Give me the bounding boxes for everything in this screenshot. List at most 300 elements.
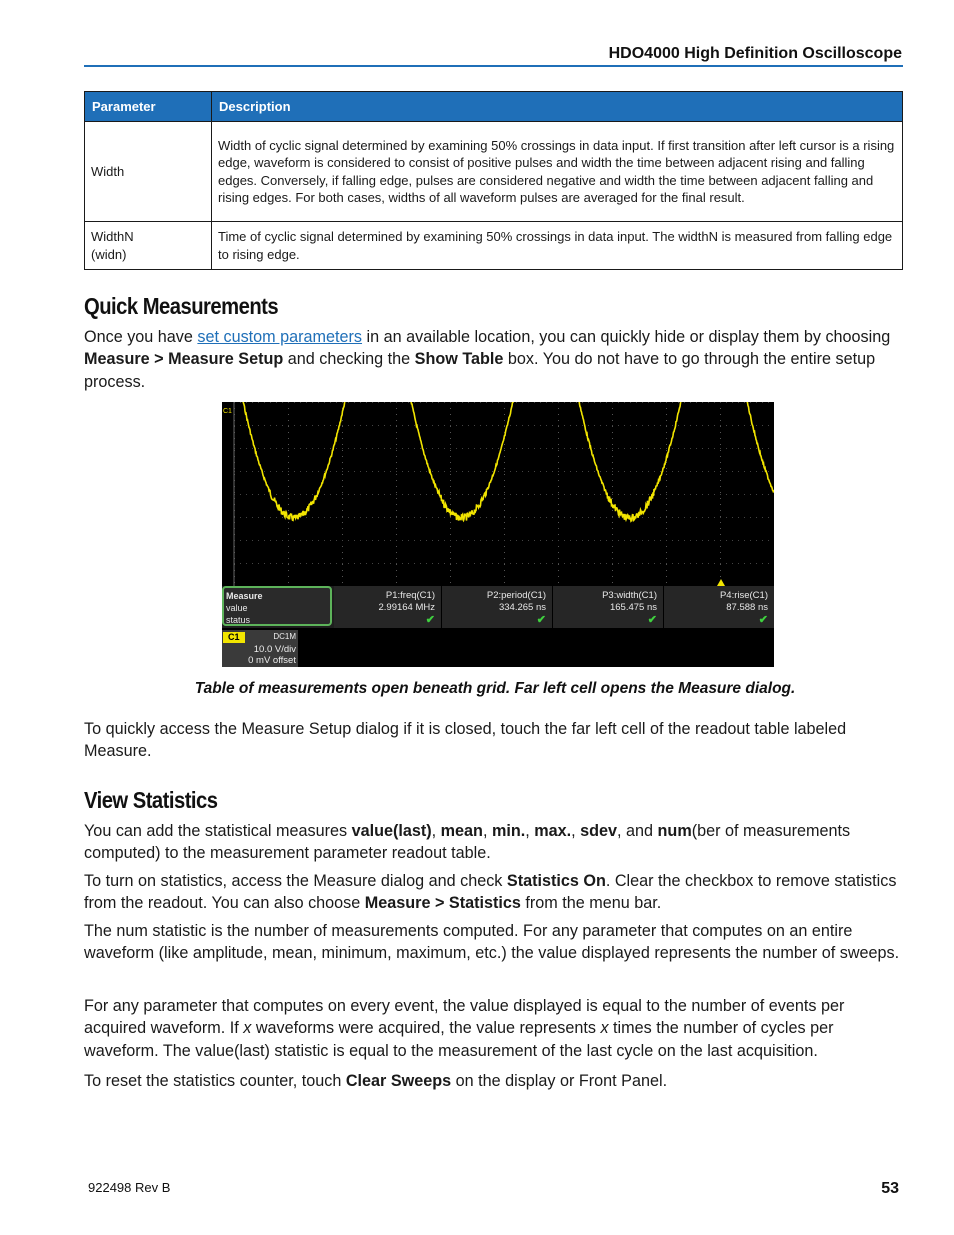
grid-dot xyxy=(744,540,745,541)
grid-dot xyxy=(528,563,529,564)
grid-dot xyxy=(720,510,721,511)
grid-dot xyxy=(582,540,583,541)
measurement-cell-p4[interactable] xyxy=(664,586,774,628)
grid-dot xyxy=(288,552,289,553)
grid-dot xyxy=(288,522,289,523)
grid-dot xyxy=(558,534,559,535)
measure-cell[interactable] xyxy=(222,586,332,626)
stats-paragraph-1: You can add the statistical measures value(last), mean, min., max., sdev, and num(ber of measurements computed) to the measurement parameter readout table. xyxy=(84,822,851,863)
grid-dot xyxy=(318,471,319,472)
grid-dot xyxy=(336,471,337,472)
grid-dot xyxy=(348,425,349,426)
grid-dot xyxy=(618,425,619,426)
grid-dot xyxy=(564,563,565,564)
grid-dot xyxy=(666,498,667,499)
grid-dot xyxy=(738,448,739,449)
grid-dot xyxy=(384,563,385,564)
grid-dot xyxy=(612,522,613,523)
grid-dot xyxy=(264,402,265,403)
grid-dot xyxy=(312,540,313,541)
grid-dot xyxy=(570,425,571,426)
parameter-name: WidthN xyxy=(91,229,134,244)
grid-dot xyxy=(468,402,469,403)
grid-dot xyxy=(342,546,343,547)
grid-dot xyxy=(606,540,607,541)
grid-dot xyxy=(504,570,505,571)
grid-dot xyxy=(720,552,721,553)
grid-dot xyxy=(594,563,595,564)
grid-dot xyxy=(660,494,661,495)
grid-dot xyxy=(396,426,397,427)
measurement-cell-p1[interactable] xyxy=(334,586,442,628)
grid-dot xyxy=(396,448,397,449)
description-cell: Width of cyclic signal determined by examining 50% crossings in data input. If first transition after left cursor is a rising edge, waveform is considered to consist of positive pulses and width the time between adjacent rising and falling edges. Conversely, if falling edge, pulses are considered negative and width the time between adjacent falling and rising edges. For both cases, widths of all waveform pulses are averaged for the final result. xyxy=(212,122,903,222)
grid-dot xyxy=(528,540,529,541)
grid-dot xyxy=(306,471,307,472)
grid-dot xyxy=(642,448,643,449)
grid-dot xyxy=(342,425,343,426)
grid-dot xyxy=(294,425,295,426)
grid-dot xyxy=(648,402,649,403)
grid-dot xyxy=(480,540,481,541)
grid-dot xyxy=(738,563,739,564)
cell-value: 2.99164 MHz xyxy=(378,602,435,613)
grid-dot xyxy=(312,471,313,472)
grid-dot xyxy=(450,486,451,487)
grid-dot xyxy=(726,425,727,426)
grid-dot xyxy=(534,517,535,518)
grid-dot xyxy=(552,540,553,541)
grid-dot xyxy=(516,563,517,564)
grid-dot xyxy=(414,563,415,564)
grid-dot xyxy=(474,540,475,541)
grid-dot xyxy=(642,494,643,495)
grid-dot xyxy=(714,402,715,403)
grid-dot xyxy=(552,517,553,518)
grid-dot xyxy=(354,517,355,518)
grid-dot xyxy=(648,471,649,472)
grid-dot xyxy=(612,425,613,426)
grid-dot xyxy=(624,563,625,564)
grid-dot xyxy=(450,498,451,499)
grid-dot xyxy=(318,448,319,449)
grid-dot xyxy=(258,494,259,495)
grid-dot xyxy=(558,563,559,564)
grid-dot xyxy=(612,448,613,449)
grid-dot xyxy=(366,402,367,403)
grid-dot xyxy=(438,425,439,426)
grid-dot xyxy=(690,425,691,426)
grid-dot xyxy=(612,480,613,481)
grid-dot xyxy=(276,402,277,403)
grid-dot xyxy=(264,540,265,541)
grid-dot xyxy=(288,498,289,499)
grid-dot xyxy=(648,540,649,541)
grid-dot xyxy=(264,494,265,495)
grid-dot xyxy=(624,471,625,472)
grid-dot xyxy=(618,563,619,564)
grid-dot xyxy=(684,494,685,495)
grid-dot xyxy=(414,448,415,449)
grid-dot xyxy=(720,558,721,559)
grid-dot xyxy=(618,471,619,472)
grid-dot xyxy=(450,448,451,449)
grid-dot xyxy=(720,438,721,439)
grid-dot xyxy=(534,540,535,541)
grid-dot xyxy=(744,471,745,472)
grid-dot xyxy=(582,471,583,472)
grid-dot xyxy=(648,494,649,495)
grid-dot xyxy=(258,471,259,472)
grid-dot xyxy=(588,540,589,541)
grid-dot xyxy=(504,528,505,529)
grid-dot xyxy=(450,468,451,469)
grid-dot xyxy=(246,425,247,426)
grid-dot xyxy=(624,425,625,426)
grid-dot xyxy=(462,448,463,449)
grid-dot xyxy=(282,471,283,472)
grid-dot xyxy=(720,494,721,495)
grid-dot xyxy=(288,546,289,547)
grid-dot xyxy=(498,425,499,426)
grid-dot xyxy=(558,444,559,445)
grid-dot xyxy=(510,425,511,426)
grid-dot xyxy=(666,450,667,451)
grid-dot xyxy=(336,448,337,449)
grid-dot xyxy=(594,402,595,403)
grid-dot xyxy=(486,471,487,472)
column-header-parameter: Parameter xyxy=(85,92,212,122)
grid-dot xyxy=(552,425,553,426)
grid-dot xyxy=(240,425,241,426)
grid-dot xyxy=(288,425,289,426)
grid-dot xyxy=(288,456,289,457)
grid-dot xyxy=(756,517,757,518)
grid-dot xyxy=(486,448,487,449)
grid-dot xyxy=(402,563,403,564)
grid-dot xyxy=(288,426,289,427)
grid-dot xyxy=(450,570,451,571)
grid-dot xyxy=(522,517,523,518)
grid-dot xyxy=(456,471,457,472)
grid-dot xyxy=(342,494,343,495)
grid-dot xyxy=(696,471,697,472)
grid-dot xyxy=(720,471,721,472)
grid-dot xyxy=(426,425,427,426)
grid-dot xyxy=(540,471,541,472)
grid-dot xyxy=(684,425,685,426)
grid-dot xyxy=(660,471,661,472)
grid-dot xyxy=(642,563,643,564)
grid-dot xyxy=(396,498,397,499)
grid-dot xyxy=(612,462,613,463)
grid-dot xyxy=(516,402,517,403)
grid-dot xyxy=(294,563,295,564)
grid-dot xyxy=(504,517,505,518)
grid-dot xyxy=(396,540,397,541)
channel-descriptor-box[interactable] xyxy=(222,630,298,667)
grid-dot xyxy=(450,558,451,559)
grid-dot xyxy=(444,517,445,518)
grid-dot xyxy=(570,471,571,472)
grid-dot xyxy=(660,517,661,518)
grid-dot xyxy=(588,563,589,564)
grid-dot xyxy=(492,563,493,564)
grid-dot xyxy=(558,456,559,457)
grid-dot xyxy=(342,564,343,565)
grid-dot xyxy=(306,425,307,426)
grid-dot xyxy=(330,402,331,403)
grid-dot xyxy=(666,494,667,495)
header-rule xyxy=(84,65,903,67)
grid-dot xyxy=(468,540,469,541)
grid-dot xyxy=(252,540,253,541)
grid-dot xyxy=(690,540,691,541)
grid-dot xyxy=(474,517,475,518)
grid-dot xyxy=(564,471,565,472)
grid-dot xyxy=(312,517,313,518)
grid-dot xyxy=(720,480,721,481)
grid-dot xyxy=(354,540,355,541)
grid-dot xyxy=(360,517,361,518)
grid-dot xyxy=(276,517,277,518)
grid-dot xyxy=(408,494,409,495)
grid-dot xyxy=(504,510,505,511)
grid-dot xyxy=(492,517,493,518)
grid-dot xyxy=(504,582,505,583)
grid-dot xyxy=(396,504,397,505)
grid-dot xyxy=(372,448,373,449)
grid-dot xyxy=(396,486,397,487)
grid-dot xyxy=(336,563,337,564)
grid-dot xyxy=(732,471,733,472)
grid-dot xyxy=(342,582,343,583)
grid-dot xyxy=(672,517,673,518)
grid-dot xyxy=(504,414,505,415)
channel-tag: C1 xyxy=(223,632,245,643)
grid-dot xyxy=(714,517,715,518)
grid-dot xyxy=(288,582,289,583)
cell-header: P1:freq(C1) xyxy=(385,590,435,601)
grid-dot xyxy=(612,414,613,415)
grid-dot xyxy=(510,540,511,541)
grid-dot xyxy=(456,425,457,426)
grid-dot xyxy=(630,471,631,472)
grid-dot xyxy=(336,494,337,495)
grid-dot xyxy=(504,456,505,457)
grid-dot xyxy=(408,448,409,449)
grid-dot xyxy=(324,494,325,495)
grid-dot xyxy=(750,425,751,426)
grid-dot xyxy=(726,540,727,541)
grid-dot xyxy=(450,420,451,421)
grid-dot xyxy=(696,494,697,495)
vdiv-label: 10.0 V/div xyxy=(253,644,296,655)
grid-dot xyxy=(558,486,559,487)
grid-dot xyxy=(396,517,397,518)
grid-dot xyxy=(558,582,559,583)
grid-dot xyxy=(756,448,757,449)
grid-dot xyxy=(480,471,481,472)
waveform-grid xyxy=(222,402,774,586)
grid-dot xyxy=(336,517,337,518)
grid-dot xyxy=(462,471,463,472)
grid-dot xyxy=(444,448,445,449)
grid-dot xyxy=(666,402,667,403)
stats-paragraph-3: The num statistic is the number of measurements computed. For any parameter that computes on an entire waveform (like amplitude, mean, minimum, maximum, etc.) the value displayed represents the number of sweeps. xyxy=(84,922,900,963)
section-heading-view-statistics: View Statistics xyxy=(84,787,218,813)
quick-paragraph-2: To quickly access the Measure Setup dialog if it is closed, touch the far left cell of the readout table labeled Measure. xyxy=(84,720,847,761)
grid-dot xyxy=(672,402,673,403)
grid-dot xyxy=(294,471,295,472)
grid-dot xyxy=(300,448,301,449)
grid-dot xyxy=(378,471,379,472)
grid-dot xyxy=(288,563,289,564)
grid-dot xyxy=(522,448,523,449)
grid-dot xyxy=(582,448,583,449)
grid-dot xyxy=(240,402,241,403)
grid-dot xyxy=(612,408,613,409)
grid-dot xyxy=(582,517,583,518)
grid-dot xyxy=(690,494,691,495)
grid-dot xyxy=(336,402,337,403)
grid-dot xyxy=(558,402,559,403)
grid-dot xyxy=(432,402,433,403)
grid-dot xyxy=(336,540,337,541)
grid-dot xyxy=(558,558,559,559)
grid-dot xyxy=(288,558,289,559)
check-icon: ✔ xyxy=(425,614,435,626)
grid-dot xyxy=(702,425,703,426)
grid-dot xyxy=(546,517,547,518)
set-custom-parameters-link[interactable]: set custom parameters xyxy=(197,328,363,346)
grid-dot xyxy=(438,448,439,449)
grid-dot xyxy=(654,563,655,564)
grid-dot xyxy=(504,516,505,517)
grid-dot xyxy=(396,563,397,564)
grid-dot xyxy=(726,448,727,449)
grid-dot xyxy=(252,563,253,564)
grid-dot xyxy=(738,540,739,541)
grid-dot xyxy=(558,492,559,493)
grid-dot xyxy=(510,471,511,472)
grid-dot xyxy=(558,498,559,499)
grid-dot xyxy=(264,425,265,426)
grid-dot xyxy=(534,448,535,449)
grid-dot xyxy=(402,402,403,403)
measurement-cell-p3[interactable] xyxy=(553,586,664,628)
grid-dot xyxy=(678,563,679,564)
grid-dot xyxy=(426,494,427,495)
measurement-cell-p2[interactable] xyxy=(442,586,553,628)
grid-dot xyxy=(396,402,397,403)
grid-dot xyxy=(282,448,283,449)
grid-dot xyxy=(564,402,565,403)
grid-dot xyxy=(408,471,409,472)
grid-dot xyxy=(378,563,379,564)
grid-dot xyxy=(504,450,505,451)
grid-dot xyxy=(300,563,301,564)
grid-dot xyxy=(342,540,343,541)
grid-dot xyxy=(588,494,589,495)
grid-dot xyxy=(576,494,577,495)
grid-dot xyxy=(498,563,499,564)
grid-dot xyxy=(498,448,499,449)
grid-dot xyxy=(756,494,757,495)
grid-dot xyxy=(720,504,721,505)
grid-dot xyxy=(330,448,331,449)
grid-dot xyxy=(768,425,769,426)
grid-dot xyxy=(426,563,427,564)
grid-dot xyxy=(288,576,289,577)
grid-dot xyxy=(504,425,505,426)
grid-dot xyxy=(588,425,589,426)
grid-dot xyxy=(684,402,685,403)
grid-dot xyxy=(390,448,391,449)
grid-dot xyxy=(642,402,643,403)
grid-dot xyxy=(288,438,289,439)
grid-dot xyxy=(306,402,307,403)
grid-dot xyxy=(720,425,721,426)
grid-dot xyxy=(288,534,289,535)
grid-dot xyxy=(342,486,343,487)
grid-dot xyxy=(342,462,343,463)
grid-dot xyxy=(612,510,613,511)
grid-dot xyxy=(612,468,613,469)
grid-dot xyxy=(768,402,769,403)
grid-dot xyxy=(666,408,667,409)
grid-dot xyxy=(312,425,313,426)
grid-dot xyxy=(744,448,745,449)
grid-dot xyxy=(330,540,331,541)
grid-dot xyxy=(612,516,613,517)
grid-dot xyxy=(408,402,409,403)
grid-dot xyxy=(396,438,397,439)
grid-dot xyxy=(342,468,343,469)
cell-value: 165.475 ns xyxy=(609,602,657,613)
grid-dot xyxy=(654,402,655,403)
grid-dot xyxy=(378,402,379,403)
grid-dot xyxy=(498,517,499,518)
grid-dot xyxy=(744,425,745,426)
grid-dot xyxy=(414,540,415,541)
grid-dot xyxy=(558,480,559,481)
grid-dot xyxy=(354,425,355,426)
grid-dot xyxy=(558,504,559,505)
grid-dot xyxy=(666,504,667,505)
grid-dot xyxy=(606,563,607,564)
grid-dot xyxy=(636,563,637,564)
grid-dot xyxy=(666,517,667,518)
grid-dot xyxy=(492,540,493,541)
grid-dot xyxy=(378,540,379,541)
grid-dot xyxy=(558,448,559,449)
grid-dot xyxy=(240,517,241,518)
grid-dot xyxy=(450,564,451,565)
grid-dot xyxy=(282,494,283,495)
cell-header: P4:rise(C1) xyxy=(719,590,768,601)
grid-dot xyxy=(474,563,475,564)
grid-dot xyxy=(444,540,445,541)
grid-dot xyxy=(342,528,343,529)
grid-dot xyxy=(390,402,391,403)
grid-dot xyxy=(624,402,625,403)
grid-dot xyxy=(516,540,517,541)
grid-dot xyxy=(612,552,613,553)
grid-dot xyxy=(486,540,487,541)
grid-dot xyxy=(720,450,721,451)
grid-dot xyxy=(348,448,349,449)
